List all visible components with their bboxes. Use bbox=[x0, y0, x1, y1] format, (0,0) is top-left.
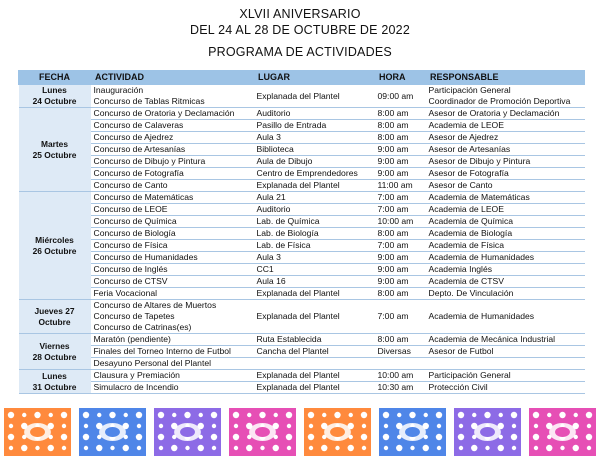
cell-line: Concurso de Altares de Muertos bbox=[93, 300, 217, 310]
date-line: Octubre bbox=[38, 316, 71, 327]
place-cell: Aula 3 bbox=[254, 132, 375, 144]
time-cell bbox=[375, 358, 426, 370]
table-row bbox=[19, 358, 585, 370]
place-cell: Explanada del Plantel bbox=[254, 288, 375, 300]
activity-cell bbox=[91, 180, 254, 192]
cell-line: Concurso de Catrinas(es) bbox=[93, 322, 192, 332]
cell-line: Participación General bbox=[428, 370, 511, 380]
date-cell bbox=[19, 300, 91, 334]
papel-picado-flag bbox=[4, 408, 71, 456]
cell-line: Concurso de LEOE bbox=[93, 204, 168, 214]
cell-line: Desayuno Personal del Plantel bbox=[93, 358, 212, 368]
cell-line: Concurso de Física bbox=[93, 240, 168, 250]
responsible-cell bbox=[426, 168, 585, 180]
place-cell: Pasillo de Entrada bbox=[254, 120, 375, 132]
table-row bbox=[19, 240, 585, 252]
place-cell: Aula 3 bbox=[254, 252, 375, 264]
time-cell: 11:00 am bbox=[375, 180, 426, 192]
papel-picado-flag bbox=[304, 408, 371, 456]
date-line: 31 Octubre bbox=[32, 381, 77, 392]
responsible-cell bbox=[426, 276, 585, 288]
date-cell bbox=[19, 108, 91, 192]
papel-picado-flag bbox=[229, 408, 296, 456]
date-line: Lunes bbox=[42, 370, 67, 381]
activity-cell bbox=[91, 346, 254, 358]
cell-line: Concurso de Biología bbox=[93, 228, 176, 238]
papel-picado-flag bbox=[529, 408, 596, 456]
document-header bbox=[0, 6, 600, 60]
table-row bbox=[19, 334, 585, 346]
place-cell: Aula de Dibujo bbox=[254, 156, 375, 168]
place-cell: Centro de Emprendedores bbox=[254, 168, 375, 180]
time-cell: 10:00 am bbox=[375, 216, 426, 228]
place-cell: Cancha del Plantel bbox=[254, 346, 375, 358]
place-cell: Ruta Establecida bbox=[254, 334, 375, 346]
time-cell: 8:00 am bbox=[375, 132, 426, 144]
table-row bbox=[19, 132, 585, 144]
time-cell: 9:00 am bbox=[375, 276, 426, 288]
place-cell bbox=[254, 358, 375, 370]
date-cell bbox=[19, 85, 91, 108]
cell-line: Concurso de Inglés bbox=[93, 264, 168, 274]
cell-line: Academia de Química bbox=[428, 216, 514, 226]
cell-line: Concurso de Artesanías bbox=[93, 144, 186, 154]
time-cell: 9:00 am bbox=[375, 264, 426, 276]
activity-cell bbox=[91, 252, 254, 264]
papel-picado-flag bbox=[379, 408, 446, 456]
papel-picado-flag bbox=[454, 408, 521, 456]
cell-line: Asesor de Fotografía bbox=[428, 168, 509, 178]
cell-line: Concurso de Dibujo y Pintura bbox=[93, 156, 206, 166]
table-row bbox=[19, 382, 585, 394]
date-line: 25 Octubre bbox=[32, 149, 77, 160]
table-row bbox=[19, 370, 585, 382]
table-row bbox=[19, 180, 585, 192]
cell-line: Academia de Biología bbox=[428, 228, 513, 238]
cell-line: Concurso de CTSV bbox=[93, 276, 168, 286]
date-line: Lunes bbox=[42, 85, 67, 95]
time-cell: 8:00 am bbox=[375, 288, 426, 300]
activity-cell bbox=[91, 370, 254, 382]
table-row bbox=[19, 144, 585, 156]
responsible-cell bbox=[426, 108, 585, 120]
cell-line: Asesor de Futbol bbox=[428, 346, 494, 356]
table-row bbox=[19, 120, 585, 132]
table-row bbox=[19, 252, 585, 264]
papel-picado-flag bbox=[154, 408, 221, 456]
time-cell: 9:00 am bbox=[375, 144, 426, 156]
date-line: 28 Octubre bbox=[32, 351, 77, 362]
activity-cell bbox=[91, 240, 254, 252]
place-cell: Lab. de Física bbox=[254, 240, 375, 252]
responsible-cell bbox=[426, 144, 585, 156]
cell-line: Concurso de Calaveras bbox=[93, 120, 184, 130]
activity-cell bbox=[91, 156, 254, 168]
time-cell: 8:00 am bbox=[375, 120, 426, 132]
cell-line: Concurso de Canto bbox=[93, 180, 168, 190]
cell-line: Academia de Humanidades bbox=[428, 311, 535, 321]
cell-line: Concurso de Química bbox=[93, 216, 177, 226]
table-row bbox=[19, 216, 585, 228]
cell-line: Academia de Mecánica Industrial bbox=[428, 334, 556, 344]
time-cell: 7:00 am bbox=[375, 300, 426, 334]
cell-line: Concurso de Tablas Ritmicas bbox=[93, 96, 205, 106]
activity-cell bbox=[91, 264, 254, 276]
cell-line: Simulacro de Incendio bbox=[93, 382, 179, 392]
date-line: Miércoles bbox=[35, 234, 74, 245]
place-cell: Aula 16 bbox=[254, 276, 375, 288]
activity-cell bbox=[91, 216, 254, 228]
papel-picado-banner bbox=[0, 406, 600, 458]
place-cell: Explanada del Plantel bbox=[254, 382, 375, 394]
date-line: 26 Octubre bbox=[32, 245, 77, 256]
table-row bbox=[19, 168, 585, 180]
cell-line: Finales del Torneo Interno de Futbol bbox=[93, 346, 231, 356]
time-cell: 10:30 am bbox=[375, 382, 426, 394]
time-cell: 09:00 am bbox=[375, 85, 426, 108]
place-cell: Explanada del Plantel bbox=[254, 370, 375, 382]
cell-line: Concurso de Ajedrez bbox=[93, 132, 174, 142]
activity-cell bbox=[91, 168, 254, 180]
place-cell: Auditorio bbox=[254, 108, 375, 120]
place-cell: Aula 21 bbox=[254, 192, 375, 204]
cell-line: Asesor de Dibujo y Pintura bbox=[428, 156, 531, 166]
table-row bbox=[19, 228, 585, 240]
responsible-cell bbox=[426, 288, 585, 300]
time-cell: 8:00 am bbox=[375, 334, 426, 346]
cell-line: Academia de CTSV bbox=[428, 276, 504, 286]
cell-line: Concurso de Tapetes bbox=[93, 311, 175, 321]
cell-line: Academia de LEOE bbox=[428, 204, 504, 214]
cell-line: Academia Inglés bbox=[428, 264, 493, 274]
time-cell: 9:00 am bbox=[375, 156, 426, 168]
place-cell: Lab. de Química bbox=[254, 216, 375, 228]
date-cell bbox=[19, 370, 91, 394]
responsible-cell bbox=[426, 370, 585, 382]
cell-line: Coordinador de Promoción Deportiva bbox=[428, 96, 571, 106]
responsible-cell bbox=[426, 346, 585, 358]
time-cell: 8:00 am bbox=[375, 228, 426, 240]
activity-cell bbox=[91, 334, 254, 346]
time-cell: Diversas bbox=[375, 346, 426, 358]
table-row bbox=[19, 108, 585, 120]
cell-line: Academia de Humanidades bbox=[428, 252, 535, 262]
responsible-cell bbox=[426, 240, 585, 252]
table-row bbox=[19, 276, 585, 288]
time-cell: 7:00 am bbox=[375, 192, 426, 204]
responsible-cell bbox=[426, 156, 585, 168]
time-cell: 9:00 am bbox=[375, 252, 426, 264]
responsible-cell bbox=[426, 180, 585, 192]
place-cell: Auditorio bbox=[254, 204, 375, 216]
cell-line: Clausura y Premiación bbox=[93, 370, 180, 380]
place-cell: Lab. de Biología bbox=[254, 228, 375, 240]
activity-cell bbox=[91, 204, 254, 216]
responsible-cell bbox=[426, 85, 585, 108]
schedule-body bbox=[19, 85, 585, 394]
responsible-cell bbox=[426, 228, 585, 240]
date-line: Martes bbox=[41, 138, 68, 149]
place-cell: Explanada del Plantel bbox=[254, 180, 375, 192]
activity-cell bbox=[91, 192, 254, 204]
schedule-table bbox=[18, 70, 585, 394]
responsible-cell bbox=[426, 264, 585, 276]
time-cell: 7:00 am bbox=[375, 204, 426, 216]
cell-line: Concurso de Fotografía bbox=[93, 168, 184, 178]
activity-cell bbox=[91, 120, 254, 132]
date-cell bbox=[19, 192, 91, 300]
activity-cell bbox=[91, 276, 254, 288]
cell-line: Inauguración bbox=[93, 85, 144, 95]
time-cell: 7:00 am bbox=[375, 240, 426, 252]
responsible-cell bbox=[426, 334, 585, 346]
activity-cell bbox=[91, 85, 254, 108]
place-cell: Biblioteca bbox=[254, 144, 375, 156]
cell-line: Maratón (pendiente) bbox=[93, 334, 171, 344]
responsible-cell bbox=[426, 204, 585, 216]
cell-line: Depto. De Vinculación bbox=[428, 288, 514, 298]
table-row bbox=[19, 300, 585, 334]
activity-cell bbox=[91, 108, 254, 120]
responsible-cell bbox=[426, 132, 585, 144]
responsible-cell bbox=[426, 300, 585, 334]
activity-cell bbox=[91, 300, 254, 334]
cell-line: Asesor de Artesanías bbox=[428, 144, 511, 154]
table-row bbox=[19, 156, 585, 168]
cell-line: Academia de Matemáticas bbox=[428, 192, 530, 202]
program-title: PROGRAMA DE ACTIVIDADES bbox=[208, 45, 392, 59]
cell-line: Feria Vocacional bbox=[93, 288, 158, 298]
cell-line: Protección Civil bbox=[428, 382, 488, 392]
column-header-hora: HORA bbox=[375, 71, 426, 85]
table-row bbox=[19, 192, 585, 204]
activity-cell bbox=[91, 358, 254, 370]
date-line: Viernes bbox=[39, 340, 70, 351]
date-line: Jueves 27 bbox=[34, 305, 75, 316]
cell-line: Concurso de Humanidades bbox=[93, 252, 198, 262]
column-header-actividad: ACTIVIDAD bbox=[91, 71, 254, 85]
responsible-cell bbox=[426, 216, 585, 228]
cell-line: Concurso de Matemáticas bbox=[93, 192, 194, 202]
table-row bbox=[19, 264, 585, 276]
table-row bbox=[19, 204, 585, 216]
place-cell: Explanada del Plantel bbox=[254, 300, 375, 334]
cell-line: Asesor de Oratoria y Declamación bbox=[428, 108, 560, 118]
column-header-fecha: FECHA bbox=[19, 71, 91, 85]
time-cell: 10:00 am bbox=[375, 370, 426, 382]
table-row bbox=[19, 85, 585, 108]
activity-cell bbox=[91, 382, 254, 394]
column-header-lugar: LUGAR bbox=[254, 71, 375, 85]
papel-picado-flag bbox=[79, 408, 146, 456]
place-cell: Explanada del Plantel bbox=[254, 85, 375, 108]
activity-cell bbox=[91, 144, 254, 156]
time-cell: 8:00 am bbox=[375, 108, 426, 120]
activity-cell bbox=[91, 288, 254, 300]
responsible-cell bbox=[426, 120, 585, 132]
responsible-cell bbox=[426, 358, 585, 370]
time-cell: 9:00 am bbox=[375, 168, 426, 180]
date-line: 24 Octubre bbox=[32, 96, 77, 106]
place-cell: CC1 bbox=[254, 264, 375, 276]
cell-line: Asesor de Canto bbox=[428, 180, 493, 190]
cell-line: Asesor de Ajedrez bbox=[428, 132, 499, 142]
cell-line: Academia de LEOE bbox=[428, 120, 504, 130]
cell-line: Participación General bbox=[428, 85, 511, 95]
cell-line: Academia de Física bbox=[428, 240, 504, 250]
anniversary-title: XLVII ANIVERSARIO bbox=[239, 7, 361, 21]
table-row bbox=[19, 288, 585, 300]
table-row bbox=[19, 346, 585, 358]
responsible-cell bbox=[426, 382, 585, 394]
responsible-cell bbox=[426, 192, 585, 204]
cell-line: Concurso de Oratoria y Declamación bbox=[93, 108, 235, 118]
table-header-row bbox=[19, 71, 585, 85]
date-range-title: DEL 24 AL 28 DE OCTUBRE DE 2022 bbox=[190, 23, 410, 37]
date-cell bbox=[19, 334, 91, 370]
activity-cell bbox=[91, 132, 254, 144]
responsible-cell bbox=[426, 252, 585, 264]
column-header-responsable: RESPONSABLE bbox=[426, 71, 585, 85]
activity-cell bbox=[91, 228, 254, 240]
